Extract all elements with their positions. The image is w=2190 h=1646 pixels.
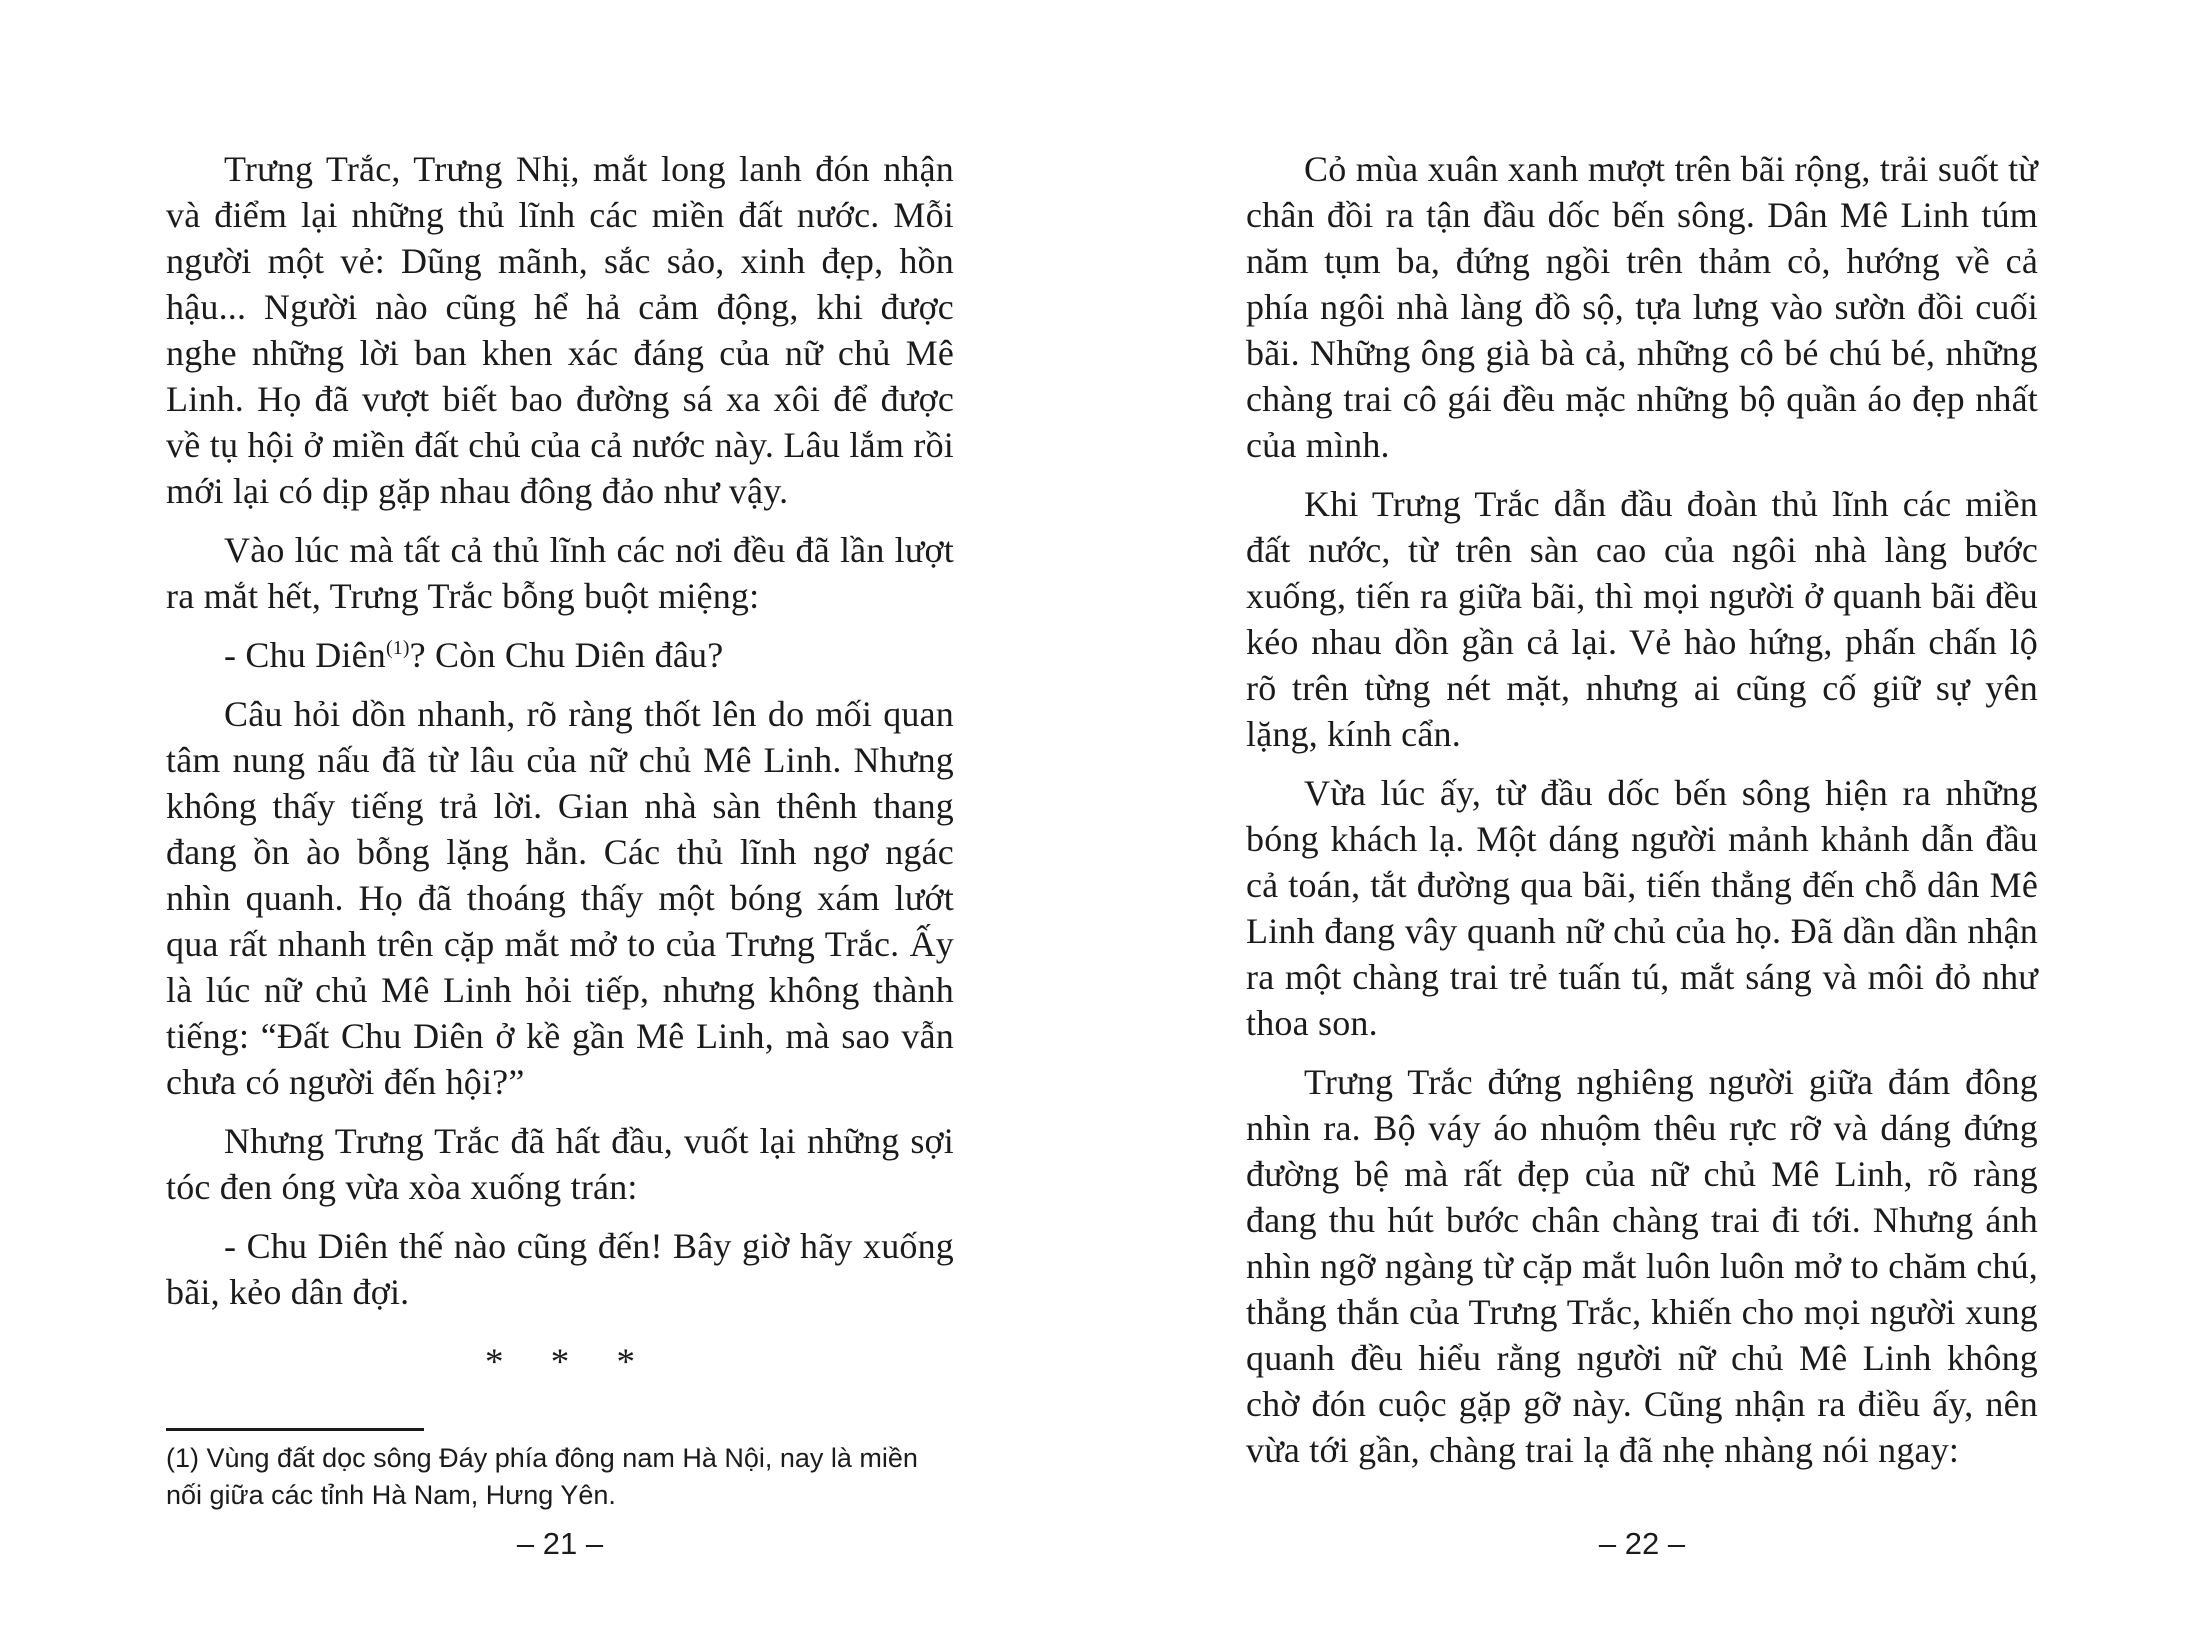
left-page [166,146,954,1514]
paragraph-text: - Chu Diên [224,635,386,675]
footnote: (1) Vùng đất dọc sông Đáy phía đông nam Hà Nội, nay là miền nối giữa các tỉnh Hà Nam, Hưng Yên. [166,1443,918,1510]
paragraph [166,1118,954,1210]
paragraph-text: - Chu Diên thế nào cũng đến! Bây giờ hãy xuống bãi, kẻo dân đợi. [166,1226,954,1312]
paragraph [1246,481,2038,757]
paragraph-text: Vào lúc mà tất cả thủ lĩnh các nơi đều đã lần lượt ra mắt hết, Trưng Trắc bỗng buột miệng: [166,530,954,616]
paragraph [166,632,954,678]
paragraph-text: Khi Trưng Trắc dẫn đầu đoàn thủ lĩnh các miền đất nước, từ trên sàn cao của ngôi nhà làng bước xuống, tiến ra giữa bãi, thì mọi người ở quanh bãi đều kéo nhau dồn gần cả lại. Vẻ hào hứng, phấn chấn lộ rõ trên từng nét mặt, nhưng ai cũng cố giữ sự yên lặng, kính cẩn. [1246,484,2038,754]
paragraph-text: Vừa lúc ấy, từ đầu dốc bến sông hiện ra những bóng khách lạ. Một dáng người mảnh khảnh dẫn đầu cả toán, tắt đường qua bãi, tiến thẳng đến chỗ dân Mê Linh đang vây quanh nữ chủ của họ. Đã dần dần nhận ra một chàng trai trẻ tuấn tú, mắt sáng và môi đỏ như thoa son. [1246,773,2038,1043]
footnote-divider [166,1428,424,1431]
paragraph [166,691,954,1105]
paragraph [166,146,954,514]
page-number-left: – 21 – [516,1526,604,1561]
paragraph [166,1223,954,1315]
paragraph [1246,1059,2038,1473]
paragraph-text: Cỏ mùa xuân xanh mượt trên bãi rộng, trải suốt từ chân đồi ra tận đầu dốc bến sông. Dân Mê Linh túm năm tụm ba, đứng ngồi trên thảm cỏ, hướng về cả phía ngôi nhà làng đồ sộ, tựa lưng vào sườn đồi cuối bãi. Những ông già bà cả, những cô bé chú bé, những chàng trai cô gái đều mặc những bộ quần áo đẹp nhất của mình. [1246,149,2038,465]
paragraph-text: Trưng Trắc, Trưng Nhị, mắt long lanh đón nhận và điểm lại những thủ lĩnh các miền đất nước. Mỗi người một vẻ: Dũng mãnh, sắc sảo, xinh đẹp, hồn hậu... Người nào cũng hể hả cảm động, khi được nghe những lời ban khen xác đáng của nữ chủ Mê Linh. Họ đã vượt biết bao đường sá xa xôi để được về tụ hội ở miền đất chủ của cả nước này. Lâu lắm rồi mới lại có dịp gặp nhau đông đảo như vậy. [166,149,954,511]
paragraph-text: Nhưng Trưng Trắc đã hất đầu, vuốt lại những sợi tóc đen óng vừa xòa xuống trán: [166,1121,954,1207]
paragraph-text: ? Còn Chu Diên đâu? [409,635,724,675]
right-page [1246,146,2038,1486]
footnote-reference: (1) [385,637,410,659]
paragraph [1246,770,2038,1046]
right-page-text [1246,146,2038,1473]
paragraph-text: Trưng Trắc đứng nghiêng người giữa đám đông nhìn ra. Bộ váy áo nhuộm thêu rực rỡ và dáng đứng đường bệ mà rất đẹp của nữ chủ Mê Linh, rõ ràng đang thu hút bước chân chàng trai đi tới. Nhưng ánh nhìn ngỡ ngàng từ cặp mắt luôn luôn mở to chăm chú, thẳng thắn của Trưng Trắc, khiến cho mọi người xung quanh đều hiểu rằng người nữ chủ Mê Linh không chờ đón cuộc gặp gỡ này. Cũng nhận ra điều ấy, nên vừa tới gần, chàng trai lạ đã nhẹ nhàng nói ngay: [1246,1062,2038,1470]
section-separator: * * * [485,1342,635,1383]
paragraph-text: Câu hỏi dồn nhanh, rõ ràng thốt lên do mối quan tâm nung nấu đã từ lâu của nữ chủ Mê Linh. Nhưng không thấy tiếng trả lời. Gian nhà sàn thênh thang đang ồn ào bỗng lặng hẳn. Các thủ lĩnh ngơ ngác nhìn quanh. Họ đã thoáng thấy một bóng xám lướt qua rất nhanh trên cặp mắt mở to của Trưng Trắc. Ấy là lúc nữ chủ Mê Linh hỏi tiếp, nhưng không thành tiếng: “Đất Chu Diên ở kề gần Mê Linh, mà sao vẫn chưa có người đến hội?” [166,694,954,1102]
page-number-right: – 22 – [1598,1526,1686,1561]
paragraph [166,527,954,619]
paragraph [1246,146,2038,468]
left-page-text [166,146,954,1315]
